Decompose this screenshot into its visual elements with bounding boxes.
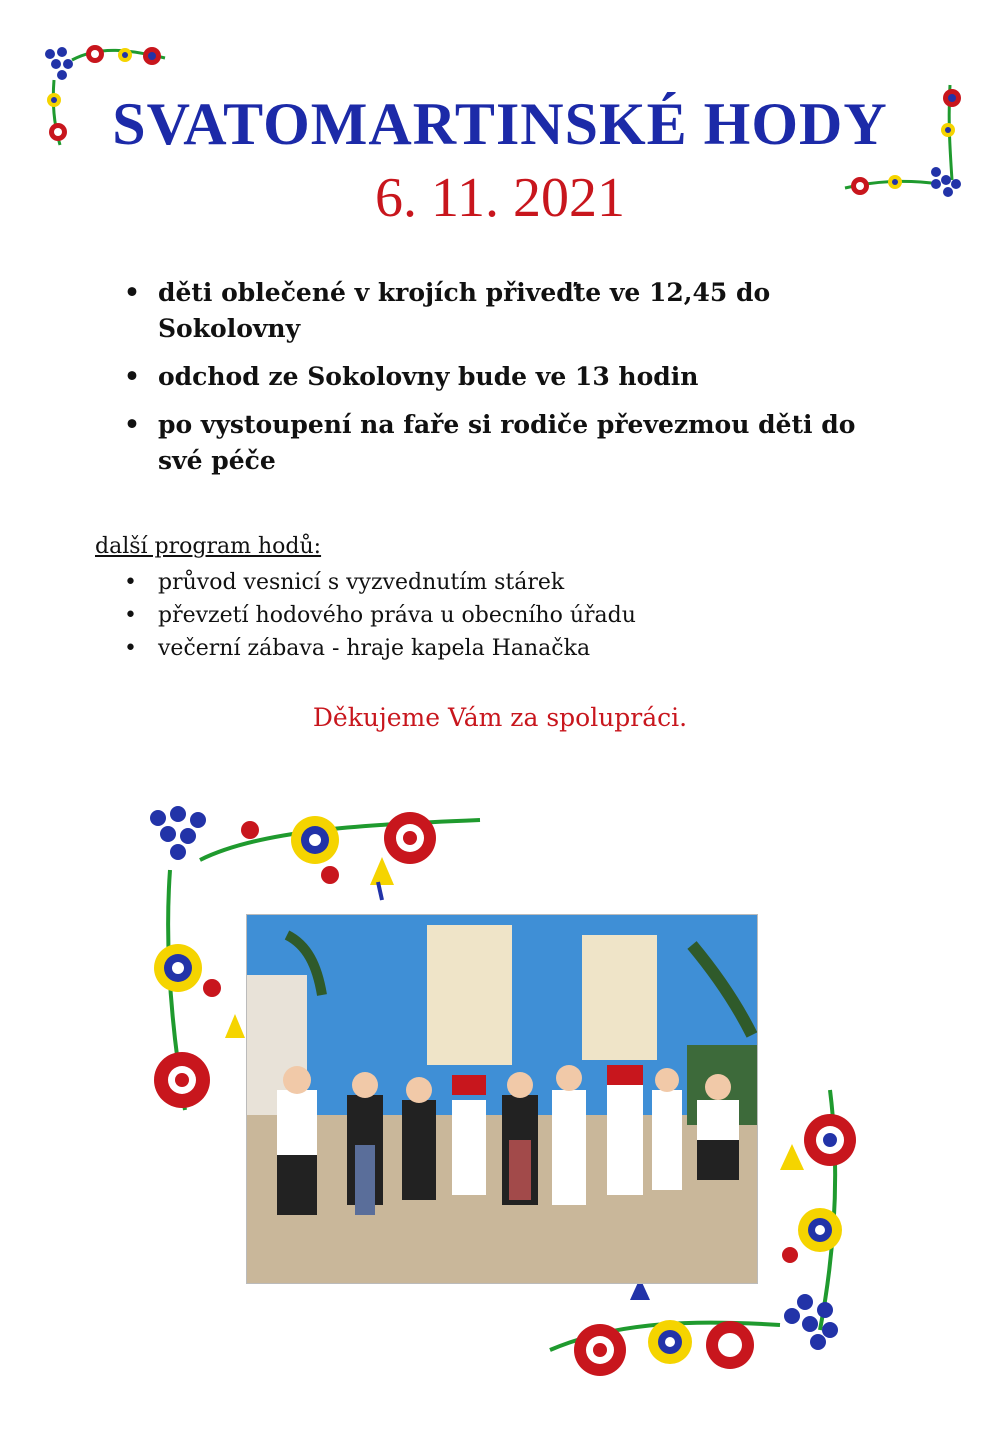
- list-item: [120, 275, 900, 347]
- list-item: [120, 407, 900, 479]
- list-item: [120, 566, 636, 599]
- children-in-folk-costumes-photo: [246, 914, 758, 1284]
- list-item: [120, 632, 636, 665]
- program-item: večerní zábava - hraje kapela Hanačka: [158, 636, 591, 661]
- instruction-text: odchod ze Sokolovny bude ve 13 hodin: [158, 362, 699, 391]
- instruction-text: po vystoupení na faře si rodiče převezmou děti do: [158, 410, 856, 439]
- event-title: SVATOMARTINSKÉ HODY: [112, 91, 888, 157]
- instruction-text: děti oblečené v krojích přiveďte ve 12,45 do: [158, 278, 771, 307]
- thanks-message: Děkujeme Vám za spolupráci.: [312, 703, 688, 732]
- event-date: 6. 11. 2021: [375, 167, 625, 229]
- bullet-icon: •: [124, 603, 137, 628]
- bullet-icon: •: [124, 410, 140, 439]
- bullet-icon: •: [124, 362, 140, 391]
- bullet-icon: •: [124, 570, 137, 595]
- bullet-icon: •: [124, 636, 137, 661]
- instructions-list: [120, 275, 900, 491]
- program-list: [120, 566, 636, 665]
- program-item: průvod vesnicí s vyzvednutím stárek: [158, 570, 565, 595]
- bullet-icon: •: [124, 278, 140, 307]
- list-item: [120, 359, 900, 395]
- instruction-text-continued: Sokolovny: [158, 314, 301, 343]
- program-item: převzetí hodového práva u obecního úřadu: [158, 603, 636, 628]
- list-item: [120, 599, 636, 632]
- instruction-text-continued: své péče: [158, 446, 276, 475]
- photo-illustration: [247, 915, 757, 1283]
- program-heading: další program hodů:: [95, 534, 322, 559]
